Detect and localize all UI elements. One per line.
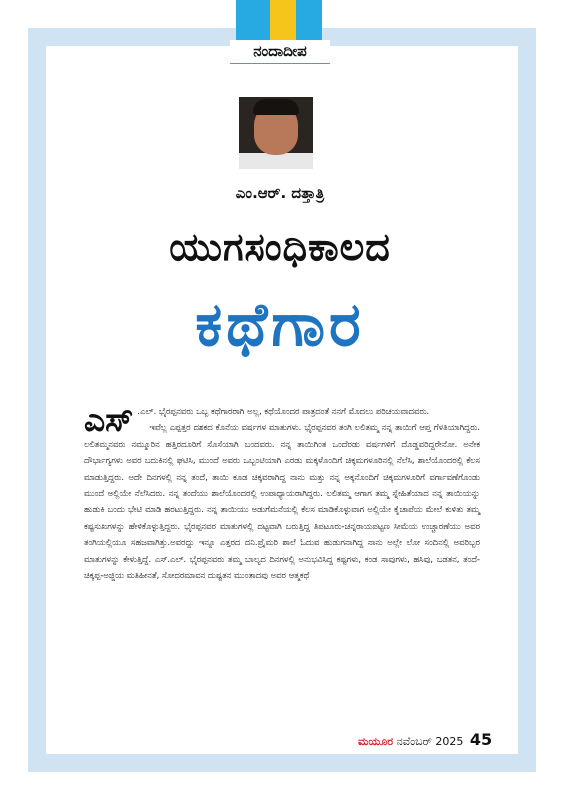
magazine-brand: ಮಯೂರ — [358, 735, 394, 748]
paragraph-2: ಇವೆಲ್ಲ ಎಪ್ಪತ್ತರ ದಶಕದ ಕೊನೆಯ ವರ್ಷಗಳ ಮಾತುಗಳು. ಭೈರಪ್ಪನವರ ತಂಗಿ ಲಲಿತಮ್ಮ ನನ್ನ ತಾಯಿಗೆ ಆಪ್ತ ಗೆಳತಿಯಾಗಿದ್ದರು. ಲಲಿತಮ್ಮನವರು ನಮ್ಮೂರಿನ ಹತ್ತಿರದೂರಿಗೆ ಸೊಸೆಯಾಗಿ ಬಂದವರು. ನನ್ನ ತಾಯಿಗಿಂತ ಒಂದೆರಡು ವರ್ಷಗಳಿಗೆ ದೊಡ್ಡವರಿದ್ದರೇನೋ. ಅನೇಕ ದೌರ್ಭಾಗ್ಯಗಳು ಅವರ ಬದುಕಿನಲ್ಲಿ ಘಟಿಸಿ, ಮುಂದೆ ಅವರು ಒಬ್ಬಂಟಿಯಾಗಿ ಎರಡು ಮಕ್ಕಳೊಂದಿಗೆ ಚಿಕ್ಕಮಗಳೂರಿನಲ್ಲಿ ನೆಲೆಸಿ, ಶಾಲೆಯೊಂದರಲ್ಲಿ ಕೆಲಸ ಮಾಡುತ್ತಿದ್ದರು. ಅದೇ ದಿನಗಳಲ್ಲಿ ನನ್ನ ತಂದೆ, ತಾಯಿ ಕೂಡ ಚಿಕ್ಕವರಾಗಿದ್ದ ನಾನು ಮತ್ತು ನನ್ನ ಅಕ್ಕನೊಂದಿಗೆ ಚಿಕ್ಕಮಗಳೂರಿಗೆ ವರ್ಗಾವಣೆಗೊಂಡು ಮುಂದೆ ಅಲ್ಲಿಯೇ ನೆಲೆಸಿದರು. ನನ್ನ ತಂದೆಯು ಶಾಲೆಯೊಂದರಲ್ಲಿ ಉಪಾಧ್ಯಾಯರಾಗಿದ್ದರು. ಲಲಿತಮ್ಮ ಆಗಾಗ ತಮ್ಮ ಸ್ನೇಹಿತೆಯಾದ ನನ್ನ ತಾಯಿಯನ್ನು ಹುಡುಕಿ ಬಂದು ಭೇಟಿ ಮಾಡಿ ಹರಟುತ್ತಿದ್ದರು. ನನ್ನ ತಾಯಿಯು ಅಡುಗೆಮನೆಯಲ್ಲಿ ಕೆಲಸ ಮಾಡಿಕೊಳ್ಳುವಾಗ ಅಲ್ಲಿಯೇ ಕೈಚಾಪೆಯ ಮೇಲೆ ಕುಳಿತು ತಮ್ಮ ಕಷ್ಟಸುಖಗಳನ್ನು ಹೇಳಿಕೊಳ್ಳುತ್ತಿದ್ದರು. ಭೈರಪ್ಪನವರ ಮಾತುಗಳಲ್ಲಿ ದಟ್ಟವಾಗಿ ಬರುತ್ತಿದ್ದ ತಿಪಟೂರು-ಚನ್ನರಾಯಪಟ್ಟಣ ಸೀಮೆಯ ಉಚ್ಚಾರಣೆಯು ಅವರ ತಂಗಿಯಲ್ಲಿಯೂ ಸಹಜವಾಗಿತ್ತು.ಅವರದ್ದು ಇನ್ನೂ ಎತ್ತರದ ದನಿ.ಪ್ರೈಮರಿ ಶಾಲೆ ಓದುವ ಹುಡುಗನಾಗಿದ್ದ ನಾನು ಅಲ್ಲೇ ಲೋ ಸಂದಿನಲ್ಲಿ ಅವರಿಬ್ಬರ ಮಾತುಗಳನ್ನು ಕೇಳುತ್ತಿದ್ದೆ. ಎಸ್.ಎಲ್. ಭೈರಪ್ಪನವರು ತಮ್ಮ ಬಾಲ್ಯದ ದಿನಗಳಲ್ಲಿ ಅನುಭವಿಸಿದ್ದ ಕಷ್ಟಗಳು, ಕಂಡ ಸಾವುಗಳು, ಹಸಿವು, ಬಡತನ, ತಂದೆ-ಚಿಕ್ಕಪ್ಪ-ಅಜ್ಜಿಯ ಮತಿಹೀನತೆ, ಸೋದರಮಾವನ ದುಷ್ಟತನ ಮುಂತಾದವು ಅವರ ಆತ್ಮಕಥೆ — [84, 422, 480, 581]
drop-cap: ಎಸ್ — [84, 400, 134, 439]
author-photo — [239, 97, 313, 169]
headline-line-2: ಕಥೆಗಾರ — [195, 290, 365, 360]
page-footer — [358, 730, 493, 750]
page-number: 45 — [469, 730, 493, 749]
author-name: ಎಂ.ಆರ್. ದತ್ತಾತ್ರಿ — [235, 184, 325, 202]
section-name: ನಂದಾದೀಪ — [230, 40, 330, 62]
headline-line-1: ಯುಗಸಂಧಿಕಾಲದ — [169, 225, 391, 269]
issue-date: ನವೆಂಬರ್ 2025 — [396, 735, 464, 748]
photo-hair — [253, 99, 299, 115]
photo-shirt — [239, 153, 313, 169]
paragraph-1: .ಎಲ್. ಭೈರಪ್ಪನವರು ಒಬ್ಬ ಕಥೆಗಾರರಾಗಿ ಅಲ್ಲ, ಕಥೆಯೊಂದರ ಪಾತ್ರದಂತೆ ನನಗೆ ಮೊದಲು ಪರಿಚಯವಾದವರು. — [137, 406, 430, 416]
section-underline — [230, 63, 330, 64]
article-body — [84, 400, 480, 733]
